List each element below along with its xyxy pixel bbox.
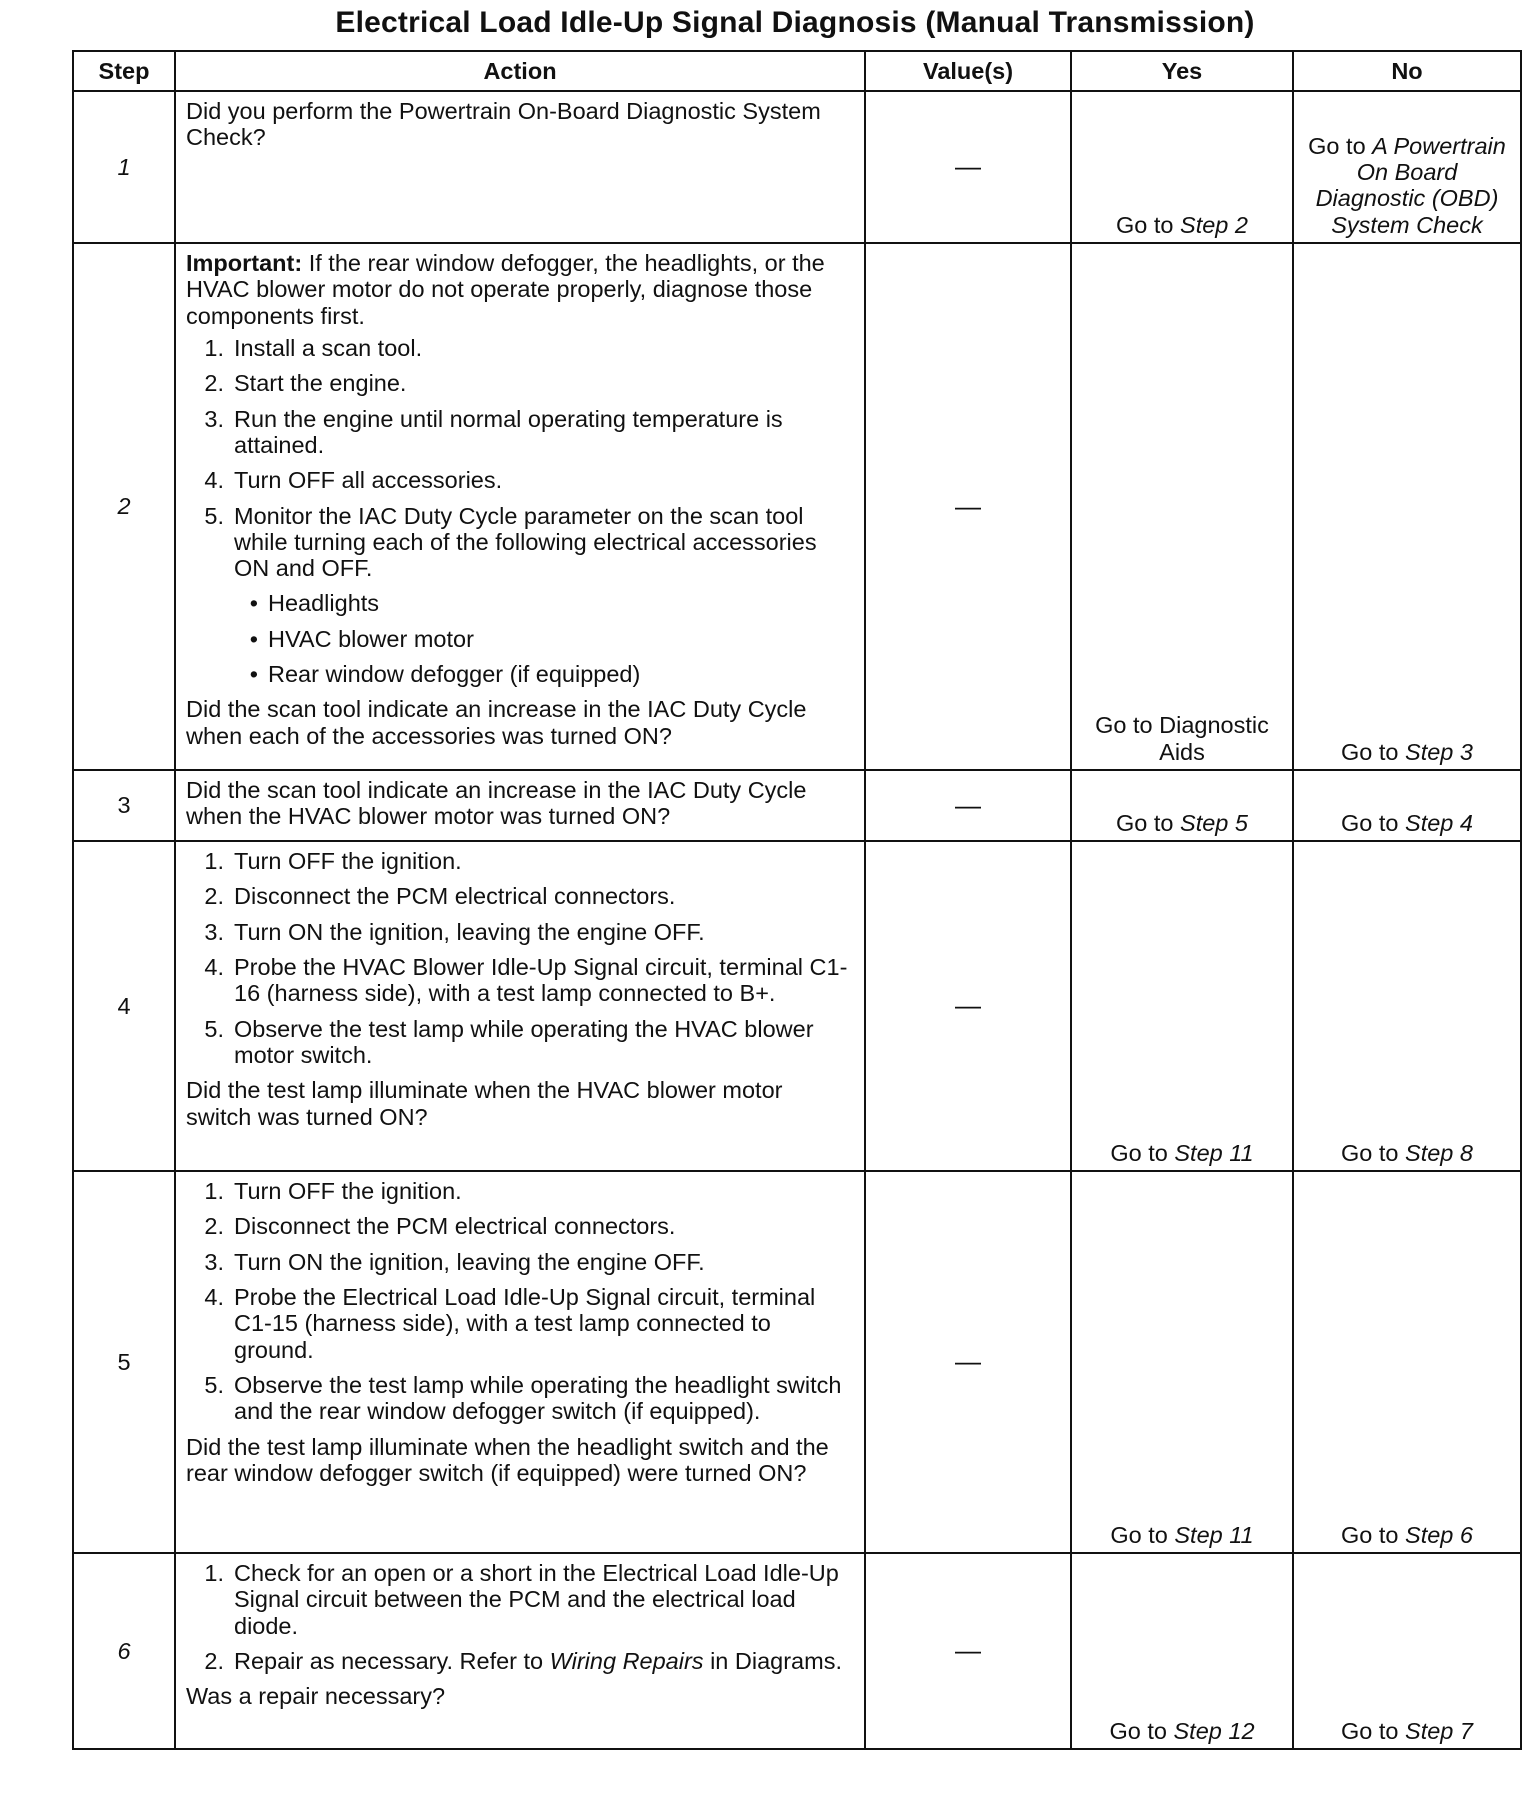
no-target-link[interactable]: Step 3 [1405, 738, 1473, 765]
list-item: 2. Start the engine. [204, 370, 407, 397]
action-question: Did the scan tool indicate an increase in the IAC Duty Cycle when the HVAC blower motor was turned ON? [186, 777, 807, 830]
action-cell [175, 1171, 865, 1553]
substep-list [186, 335, 852, 582]
list-item: • Rear window defogger (if equipped) [249, 661, 641, 688]
no-prefix: Go to [1341, 809, 1406, 836]
yes-prefix: Go to [1110, 1139, 1175, 1166]
list-item: 5. Observe the test lamp while operating the headlight switch and the rear window defogger switch (if equipped). [204, 1371, 842, 1425]
action-cell [175, 841, 865, 1171]
list-item: 3. Turn ON the ignition, leaving the engine OFF. [204, 1248, 705, 1275]
yes-cell [1071, 1553, 1293, 1749]
table-row-step-1 [73, 91, 1521, 243]
yes-target-link[interactable]: Step 5 [1180, 809, 1248, 836]
bullet-list [186, 590, 852, 687]
yes-prefix: Go to [1116, 211, 1181, 238]
yes-cell [1071, 243, 1293, 770]
list-item: 3. Turn ON the ignition, leaving the engine OFF. [204, 918, 705, 945]
diagnosis-table [72, 50, 1522, 1750]
header-no: No [1293, 51, 1521, 91]
list-item: 2. Disconnect the PCM electrical connectors. [204, 1213, 676, 1240]
action-question: Did the test lamp illuminate when the HVAC blower motor switch was turned ON? [186, 1077, 783, 1130]
header-action: Action [175, 51, 865, 91]
no-target-link[interactable]: Step 4 [1405, 809, 1473, 836]
header-step: Step [73, 51, 175, 91]
value-cell: — [865, 1553, 1071, 1749]
no-cell [1293, 243, 1521, 770]
list-item: 4. Probe the HVAC Blower Idle-Up Signal circuit, terminal C1-16 (harness side), with a test lamp connected to B+. [204, 953, 848, 1007]
no-target-link[interactable]: Step 8 [1405, 1139, 1473, 1166]
no-prefix: Go to [1341, 1521, 1406, 1548]
table-row-step-3 [73, 770, 1521, 841]
step-number: 6 [73, 1553, 175, 1749]
no-cell [1293, 770, 1521, 841]
list-item: 1. Install a scan tool. [204, 334, 423, 361]
no-cell [1293, 1171, 1521, 1553]
yes-prefix: Go to [1116, 809, 1181, 836]
no-cell [1293, 841, 1521, 1171]
step-number: 2 [73, 243, 175, 770]
action-cell [175, 243, 865, 770]
yes-prefix: Go to [1109, 1717, 1174, 1744]
yes-target-link[interactable]: Step 12 [1173, 1717, 1255, 1744]
no-prefix: Go to [1341, 1139, 1406, 1166]
list-item: • Headlights [249, 590, 380, 617]
action-question: Was a repair necessary? [186, 1683, 446, 1710]
table-row-step-4 [73, 841, 1521, 1171]
list-item: 4. Turn OFF all accessories. [204, 467, 503, 494]
yes-prefix: Go to [1110, 1521, 1175, 1548]
list-item: 3. Run the engine until normal operating temperature is attained. [204, 405, 783, 458]
action-question: Did you perform the Powertrain On-Board Diagnostic System Check? [186, 98, 821, 151]
table-row-step-6 [73, 1553, 1521, 1749]
list-item: 4. Probe the Electrical Load Idle-Up Signal circuit, terminal C1-15 (harness side), with a test lamp connected to ground. [204, 1283, 816, 1363]
header-yes: Yes [1071, 51, 1293, 91]
action-question: Did the test lamp illuminate when the headlight switch and the rear window defogger switch (if equipped) were turned ON? [186, 1433, 829, 1486]
no-cell [1293, 91, 1521, 243]
step-number: 4 [73, 841, 175, 1171]
important-label: Important: [186, 250, 303, 276]
list-item: 1. Turn OFF the ignition. [204, 848, 462, 874]
value-cell: — [865, 770, 1071, 841]
substep-list [186, 1560, 852, 1674]
action-cell [175, 91, 865, 243]
step-number: 3 [73, 770, 175, 841]
value-cell: — [865, 243, 1071, 770]
wiring-repairs-link[interactable]: Wiring Repairs [549, 1647, 704, 1674]
header-values: Value(s) [865, 51, 1071, 91]
page-title: Electrical Load Idle-Up Signal Diagnosis (Manual Transmission) [335, 6, 1255, 39]
list-item: 5. Observe the test lamp while operating the HVAC blower motor switch. [204, 1015, 814, 1068]
important-note [186, 250, 852, 329]
yes-target-link[interactable]: Go to Diagnostic Aids [1095, 712, 1269, 765]
header-row [73, 51, 1521, 91]
yes-cell [1071, 91, 1293, 243]
action-cell [175, 770, 865, 841]
value-cell: — [865, 1171, 1071, 1553]
action-question: Did the scan tool indicate an increase in the IAC Duty Cycle when each of the accessories was turned ON? [186, 696, 807, 749]
no-target-link[interactable]: A Powertrain On Board Diagnostic (OBD) System Check [1315, 132, 1506, 238]
table-row-step-2 [73, 243, 1521, 770]
substep-list [186, 848, 852, 1068]
list-item: 1. Check for an open or a short in the Electrical Load Idle-Up Signal circuit between the PCM and the electrical load diode. [204, 1560, 839, 1639]
step-number: 5 [73, 1171, 175, 1553]
step-number: 1 [73, 91, 175, 243]
list-item: 2. Repair as necessary. Refer to Wiring Repairs in Diagrams. [204, 1647, 842, 1674]
no-target-link[interactable]: Step 6 [1405, 1521, 1473, 1548]
yes-target-link[interactable]: Step 2 [1180, 211, 1248, 238]
yes-cell [1071, 770, 1293, 841]
no-prefix: Go to [1308, 132, 1373, 159]
value-cell: — [865, 91, 1071, 243]
no-prefix: Go to [1341, 738, 1406, 765]
table-row-step-5 [73, 1171, 1521, 1553]
yes-cell [1071, 1171, 1293, 1553]
important-text: If the rear window defogger, the headlights, or the HVAC blower motor do not operate properly, diagnose those components first. [186, 250, 825, 329]
yes-target-link[interactable]: Step 11 [1174, 1521, 1254, 1548]
list-item: 2. Disconnect the PCM electrical connectors. [204, 883, 676, 910]
substep-list [186, 1178, 852, 1425]
no-target-link[interactable]: Step 7 [1405, 1717, 1473, 1744]
yes-cell [1071, 841, 1293, 1171]
list-item: 1. Turn OFF the ignition. [204, 1178, 462, 1204]
list-item: 5. Monitor the IAC Duty Cycle parameter on the scan tool while turning each of the following electrical accessories ON and OFF. [204, 502, 817, 582]
list-item: • HVAC blower motor [249, 625, 474, 652]
value-cell: — [865, 841, 1071, 1171]
yes-target-link[interactable]: Step 11 [1174, 1139, 1254, 1166]
no-cell [1293, 1553, 1521, 1749]
no-prefix: Go to [1341, 1717, 1406, 1744]
action-cell [175, 1553, 865, 1749]
